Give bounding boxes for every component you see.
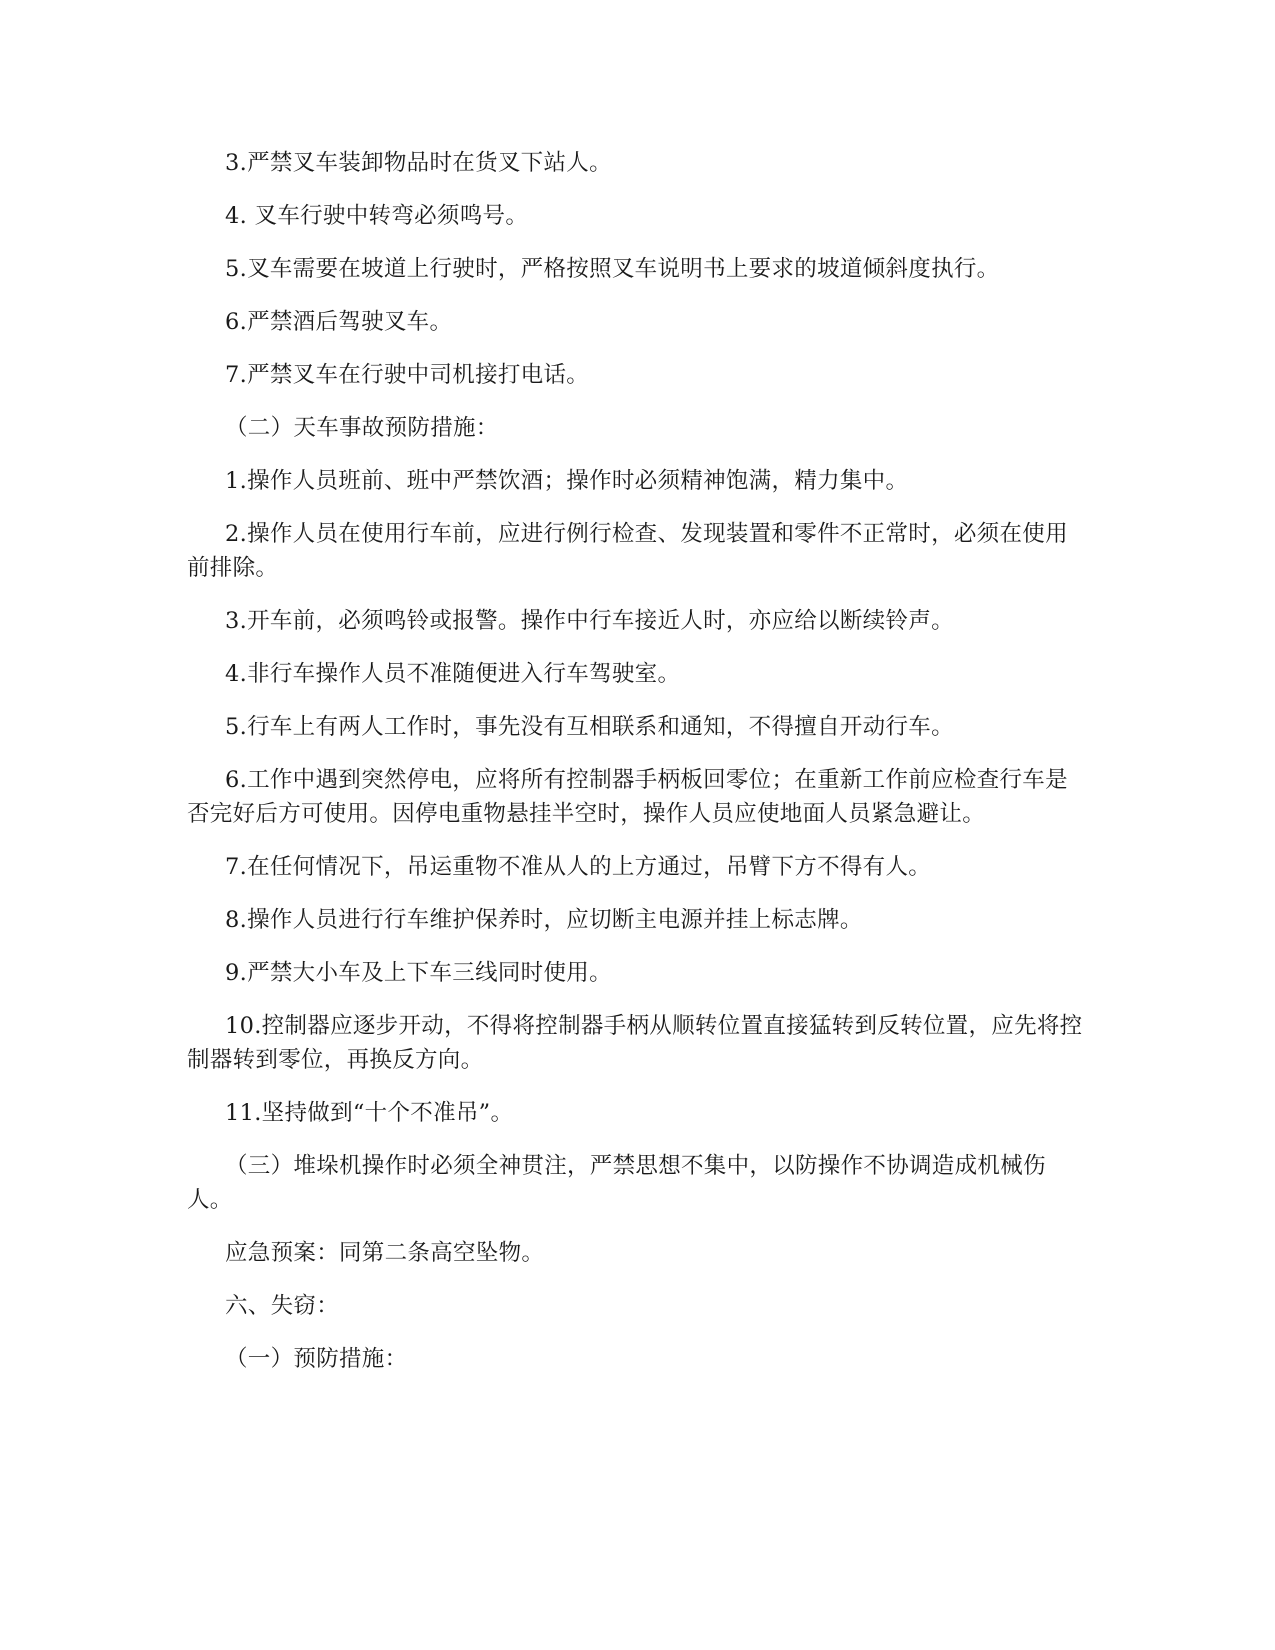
- paragraph-forklift-6: 6.严禁酒后驾驶叉车。: [225, 309, 453, 335]
- paragraph-crane-11: 11.坚持做到“十个不准吊”。: [225, 1100, 514, 1126]
- paragraph-forklift-3: 3.严禁叉车装卸物品时在货叉下站人。: [225, 150, 612, 176]
- paragraph-crane-7: 7.在任何情况下，吊运重物不准从人的上方通过，吊臂下方不得有人。: [225, 854, 932, 880]
- paragraph-crane-9: 9.严禁大小车及上下车三线同时使用。: [225, 960, 612, 986]
- paragraph-crane-5: 5.行车上有两人工作时，事先没有互相联系和通知，不得擅自开动行车。: [225, 714, 954, 740]
- document-body: [187, 146, 1085, 1395]
- paragraph-crane-1: 1.操作人员班前、班中严禁饮酒；操作时必须精神饱满，精力集中。: [225, 468, 909, 494]
- paragraph-forklift-5: 5.叉车需要在坡道上行驶时，严格按照叉车说明书上要求的坡道倾斜度执行。: [225, 256, 1000, 282]
- paragraph-crane-3: 3.开车前，必须鸣铃或报警。操作中行车接近人时，亦应给以断续铃声。: [225, 608, 954, 634]
- section-heading-prevention: （一）预防措施：: [225, 1346, 408, 1372]
- section-heading-stacker: （三）堆垛机操作时必须全神贯注，严禁思想不集中，以防操作不协调造成机械伤人。: [187, 1153, 1046, 1213]
- section-heading-theft: 六、失窃：: [225, 1293, 340, 1319]
- paragraph-crane-8: 8.操作人员进行行车维护保养时，应切断主电源并挂上标志牌。: [225, 907, 863, 933]
- paragraph-crane-6: 6.工作中遇到突然停电，应将所有控制器手柄板回零位；在重新工作前应检查行车是否完好后方可使用。因停电重物悬挂半空时，操作人员应使地面人员紧急避让。: [187, 767, 1068, 827]
- paragraph-emergency-plan: 应急预案：同第二条高空坠物。: [225, 1240, 545, 1266]
- paragraph-crane-2: 2.操作人员在使用行车前，应进行例行检查、发现装置和零件不正常时，必须在使用前排除。: [187, 521, 1068, 581]
- paragraph-crane-10: 10.控制器应逐步开动，不得将控制器手柄从顺转位置直接猛转到反转位置，应先将控制器转到零位，再换反方向。: [187, 1013, 1083, 1073]
- paragraph-crane-4: 4.非行车操作人员不准随便进入行车驾驶室。: [225, 661, 681, 687]
- section-heading-crane: （二）天车事故预防措施：: [225, 415, 499, 441]
- paragraph-forklift-7: 7.严禁叉车在行驶中司机接打电话。: [225, 362, 590, 388]
- paragraph-forklift-4: 4. 叉车行驶中转弯必须鸣号。: [225, 203, 529, 229]
